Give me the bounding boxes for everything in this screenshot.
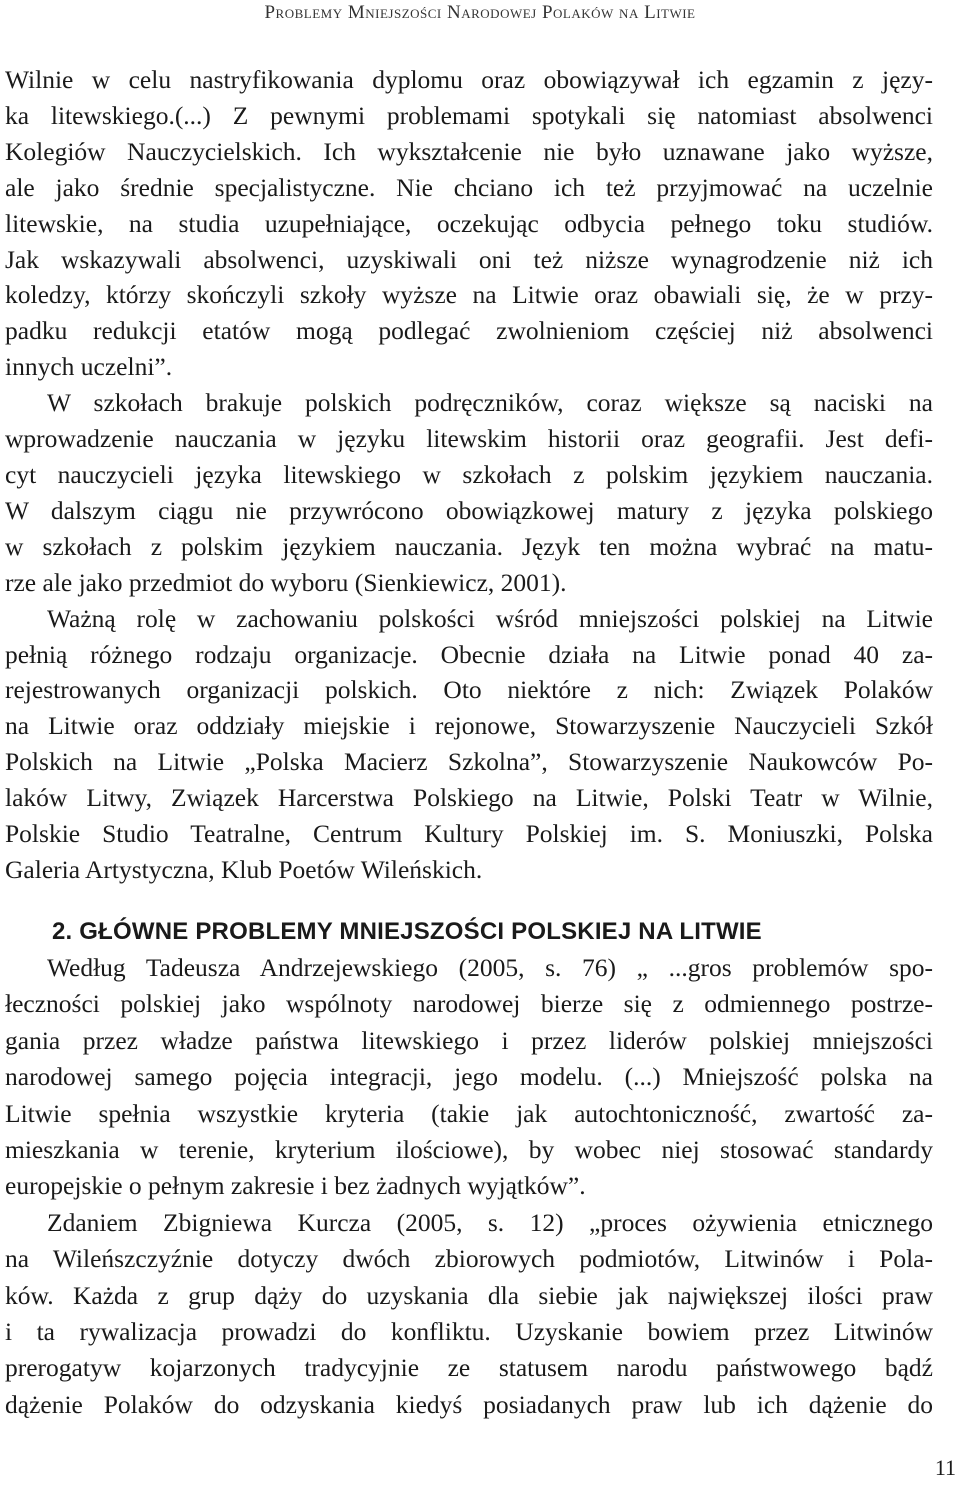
section-body-text [5,950,933,1423]
text-line: innych uczelni”. [5,352,173,382]
text-line: ka litewskiego.(...) Z pewnymi problemami spotykali się natomiast absolwenci [5,100,933,130]
text-line: Zdaniem Zbigniewa Kurcza (2005, s. 12) „proces ożywienia etnicznego [47,1207,933,1237]
text-line: łeczności polskiej jako wspólnoty narodowej bierze się z odmiennego postrze- [5,989,933,1019]
running-header: Problemy Mniejszości Narodowej Polaków na Litwie [264,2,696,23]
text-line: rze ale jako przedmiot do wyboru (Sienkiewicz, 2001). [5,567,567,597]
text-line: koledzy, którzy skończyli szkoły wyższe na Litwie oraz obawiali się, że w przy- [5,280,933,310]
text-line: narodowej samego pojęcia integracji, jego modelu. (...) Mniejszość polska na [5,1062,933,1092]
page-number: 11 [934,1455,956,1480]
text-line: Litwie spełnia wszystkie kryteria (takie jak autochtoniczność, zwartość za- [5,1098,933,1128]
text-line: cyt nauczycieli języka litewskiego w szkołach z polskim językiem nauczania. [5,459,933,489]
text-line: wprowadzenie nauczania w języku litewskim historii oraz geografii. Jest defi- [5,424,933,454]
text-line: W szkołach brakuje polskich podręczników, coraz większe są naciski na [47,388,933,418]
text-line: ków. Każda z grup dąży do uzyskania dla siebie jak największej ilości praw [5,1280,933,1310]
text-line: gania przez władze państwa litewskiego i przez liderów polskiej mniejszości [5,1025,933,1055]
text-line: Kolegiów Nauczycielskich. Ich wykształcenie nie było uznawane jako wyższe, [5,136,933,166]
text-line: litewskie, na studia uzupełniające, oczekując odbycia pełnego toku studiów. [5,208,933,238]
text-line: Galeria Artystyczna, Klub Poetów Wileńskich. [5,854,483,884]
text-line: Ważną rolę w zachowaniu polskości wśród mniejszości polskiej na Litwie [47,603,933,633]
text-line: pełnią różnego rodzaju organizacje. Obecnie działa na Litwie ponad 40 za- [5,639,933,669]
text-line: Wilnie w celu nastryfikowania dyplomu oraz obowiązywał ich egzamin z języ- [5,65,933,94]
text-line: laków Litwy, Związek Harcerstwa Polskiego na Litwie, Polski Teatr w Wilnie, [5,783,933,813]
text-line: ale jako średnie specjalistyczne. Nie chciano ich też przyjmować na uczelnie [5,172,933,202]
text-line: Jak wskazywali absolwenci, uzyskiwali oni też niższe wynagrodzenie niż ich [5,244,933,274]
text-line: Polskie Studio Teatralne, Centrum Kultury Polskiej im. S. Moniuszki, Polska [5,819,933,849]
text-line: w szkołach z polskim językiem nauczania. Język ten można wybrać na matu- [5,531,933,561]
text-line: i ta rywalizacja prowadzi do konfliktu. Uzyskanie bowiem przez Litwinów [5,1317,933,1347]
text-line: padku redukcji etatów mogą podlegać zwolnieniom częściej niż absolwenci [5,316,933,346]
body-text [5,62,933,888]
text-line: na Litwie oraz oddziały miejskie i rejonowe, Stowarzyszenie Nauczycieli Szkół [5,711,933,741]
text-line: Według Tadeusza Andrzejewskiego (2005, s. 76) „ ...gros problemów spo- [47,953,933,982]
text-line: Polskich na Litwie „Polska Macierz Szkolna”, Stowarzyszenie Naukowców Po- [5,747,933,777]
text-line: rejestrowanych organizacji polskich. Oto niektóre z nich: Związek Polaków [5,675,933,705]
text-line: na Wileńszczyźnie dotyczy dwóch zbiorowych podmiotów, Litwinów i Pola- [5,1244,933,1274]
text-line: prerogatyw kojarzonych tradycyjnie ze statusem narodu państwowego bądź [5,1353,933,1383]
text-line: mieszkania w terenie, kryterium ilościowe), by wobec niej stosować standardy [5,1135,933,1165]
text-line: W dalszym ciągu nie przywrócono obowiązkowej matury z języka polskiego [5,495,933,525]
text-line: dążenie Polaków do odzyskania kiedyś posiadanych praw lub ich dążenie do [5,1389,933,1419]
text-line: europejskie o pełnym zakresie i bez żadnych wyjątków”. [5,1171,586,1201]
section-heading: 2. GŁÓWNE PROBLEMY MNIEJSZOŚCI POLSKIEJ NA LITWIE [52,918,762,945]
